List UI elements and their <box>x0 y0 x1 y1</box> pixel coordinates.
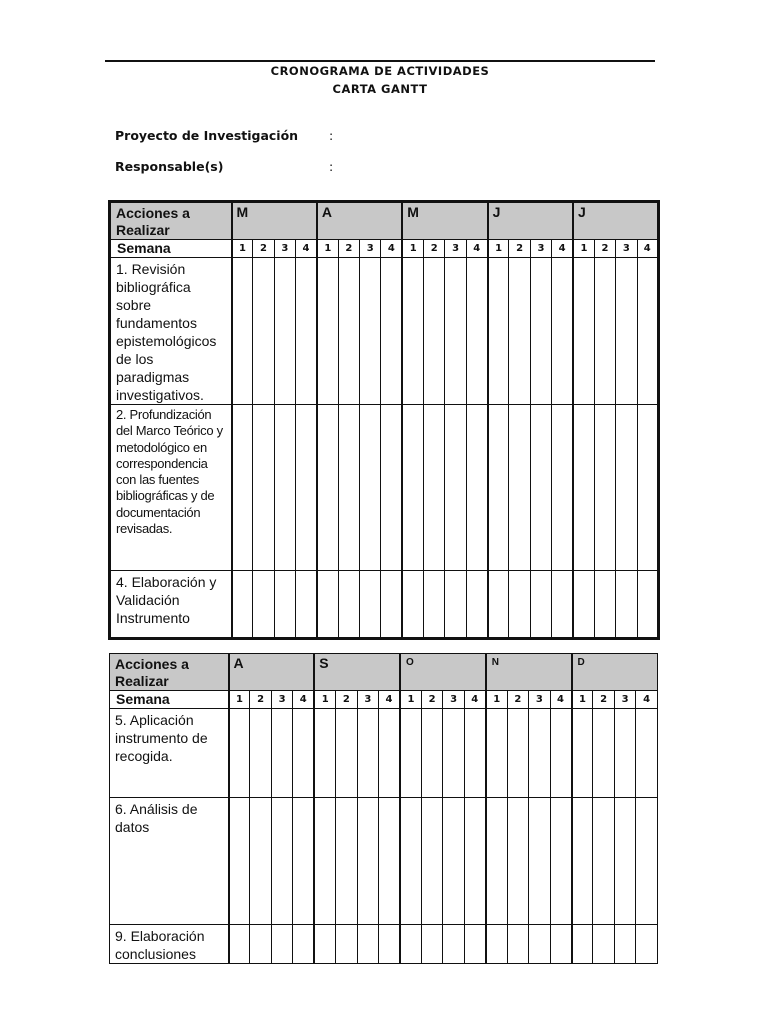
schedule-cell[interactable] <box>253 405 274 571</box>
schedule-cell[interactable] <box>636 798 658 925</box>
week-number: 2 <box>253 240 274 258</box>
week-number: 2 <box>593 691 614 709</box>
schedule-cell[interactable] <box>486 709 507 798</box>
schedule-cell[interactable] <box>464 709 485 798</box>
schedule-cell[interactable] <box>424 571 445 639</box>
week-number: 1 <box>229 691 250 709</box>
month-header: A <box>229 654 315 691</box>
schedule-cell[interactable] <box>572 709 593 798</box>
month-header: D <box>572 654 658 691</box>
month-header: J <box>573 202 659 240</box>
schedule-cell[interactable] <box>379 798 400 925</box>
schedule-cell[interactable] <box>507 798 528 925</box>
week-number: 3 <box>443 691 464 709</box>
schedule-cell[interactable] <box>552 405 573 571</box>
activity-cell: 9. Elaboración conclusiones <box>110 925 229 964</box>
schedule-cell[interactable] <box>529 709 550 798</box>
schedule-cell[interactable] <box>443 709 464 798</box>
schedule-cell[interactable] <box>336 798 357 925</box>
week-number: 4 <box>552 240 573 258</box>
activity-cell: 2. Profundización del Marco Teórico y metodológico en correspondencia con las fuentes bibliográficas y de documentación revisadas. <box>110 405 232 571</box>
schedule-cell[interactable] <box>445 571 466 639</box>
week-number: 4 <box>550 691 571 709</box>
schedule-cell[interactable] <box>400 798 421 925</box>
schedule-cell[interactable] <box>530 571 551 639</box>
schedule-cell[interactable] <box>466 258 487 405</box>
week-number: 3 <box>530 240 551 258</box>
responsible-field-colon: : <box>329 159 334 174</box>
schedule-cell[interactable] <box>464 798 485 925</box>
schedule-cell[interactable] <box>529 925 550 964</box>
week-number: 3 <box>360 240 381 258</box>
schedule-cell[interactable] <box>507 709 528 798</box>
schedule-cell[interactable] <box>488 405 509 571</box>
week-number: 2 <box>594 240 615 258</box>
schedule-cell[interactable] <box>488 571 509 639</box>
schedule-cell[interactable] <box>357 709 378 798</box>
schedule-cell[interactable] <box>317 405 338 571</box>
activity-cell: 5. Aplicación instrumento de recogida. <box>110 709 229 798</box>
week-number: 1 <box>402 240 423 258</box>
schedule-cell[interactable] <box>274 571 295 639</box>
week-number: 1 <box>317 240 338 258</box>
schedule-cell[interactable] <box>357 925 378 964</box>
schedule-cell[interactable] <box>338 258 359 405</box>
schedule-cell[interactable] <box>488 258 509 405</box>
schedule-cell[interactable] <box>232 405 253 571</box>
document-title: CRONOGRAMA DE ACTIVIDADES <box>270 64 490 78</box>
schedule-cell[interactable] <box>296 405 317 571</box>
schedule-cell[interactable] <box>250 798 271 925</box>
schedule-cell[interactable] <box>357 798 378 925</box>
week-number: 1 <box>486 691 507 709</box>
schedule-cell[interactable] <box>293 709 314 798</box>
schedule-cell[interactable] <box>271 925 292 964</box>
week-number: 1 <box>314 691 335 709</box>
gantt-table-1 <box>108 200 660 640</box>
schedule-cell[interactable] <box>274 405 295 571</box>
schedule-cell[interactable] <box>293 925 314 964</box>
week-number: 3 <box>274 240 295 258</box>
schedule-cell[interactable] <box>614 925 635 964</box>
month-header: A <box>317 202 402 240</box>
schedule-cell[interactable] <box>402 405 423 571</box>
week-number: 4 <box>464 691 485 709</box>
week-number: 4 <box>466 240 487 258</box>
schedule-cell[interactable] <box>421 925 442 964</box>
gantt-table-2 <box>109 653 658 964</box>
project-field-colon: : <box>329 128 334 143</box>
schedule-cell[interactable] <box>229 709 250 798</box>
schedule-cell[interactable] <box>271 709 292 798</box>
schedule-cell[interactable] <box>572 925 593 964</box>
schedule-cell[interactable] <box>594 571 615 639</box>
schedule-cell[interactable] <box>637 405 658 571</box>
schedule-cell[interactable] <box>424 405 445 571</box>
week-number: 3 <box>616 240 637 258</box>
schedule-cell[interactable] <box>317 571 338 639</box>
schedule-cell[interactable] <box>232 258 253 405</box>
schedule-cell[interactable] <box>381 405 402 571</box>
schedule-cell[interactable] <box>594 258 615 405</box>
schedule-cell[interactable] <box>464 925 485 964</box>
schedule-cell[interactable] <box>593 798 614 925</box>
schedule-cell[interactable] <box>360 571 381 639</box>
month-header: N <box>486 654 572 691</box>
week-number: 2 <box>424 240 445 258</box>
week-number: 4 <box>381 240 402 258</box>
schedule-cell[interactable] <box>317 258 338 405</box>
schedule-cell[interactable] <box>614 709 635 798</box>
month-header: M <box>232 202 317 240</box>
week-number: 3 <box>614 691 635 709</box>
schedule-cell[interactable] <box>529 798 550 925</box>
schedule-cell[interactable] <box>250 925 271 964</box>
schedule-cell[interactable] <box>486 798 507 925</box>
schedule-cell[interactable] <box>379 925 400 964</box>
schedule-cell[interactable] <box>314 709 335 798</box>
week-number: 3 <box>529 691 550 709</box>
schedule-cell[interactable] <box>507 925 528 964</box>
schedule-cell[interactable] <box>550 709 571 798</box>
week-number: 4 <box>636 691 658 709</box>
schedule-cell[interactable] <box>336 709 357 798</box>
activity-cell: 1. Revisión bibliográfica sobre fundamentos epistemológicos de los paradigmas investigativos. <box>110 258 232 405</box>
schedule-cell[interactable] <box>573 571 594 639</box>
week-number: 1 <box>573 240 594 258</box>
schedule-cell[interactable] <box>466 405 487 571</box>
schedule-cell[interactable] <box>400 925 421 964</box>
schedule-cell[interactable] <box>253 258 274 405</box>
schedule-cell[interactable] <box>360 405 381 571</box>
schedule-cell[interactable] <box>250 709 271 798</box>
schedule-cell[interactable] <box>445 258 466 405</box>
schedule-cell[interactable] <box>550 925 571 964</box>
schedule-cell[interactable] <box>593 925 614 964</box>
document-subtitle: CARTA GANTT <box>332 82 428 96</box>
responsible-field-label: Responsable(s) <box>115 159 224 174</box>
schedule-cell[interactable] <box>552 258 573 405</box>
schedule-cell[interactable] <box>614 798 635 925</box>
schedule-cell[interactable] <box>421 798 442 925</box>
schedule-cell[interactable] <box>445 405 466 571</box>
schedule-cell[interactable] <box>637 258 658 405</box>
week-number: 2 <box>250 691 271 709</box>
schedule-cell[interactable] <box>636 709 658 798</box>
activity-cell: 4. Elaboración y Validación Instrumento <box>110 571 232 639</box>
schedule-cell[interactable] <box>550 798 571 925</box>
schedule-cell[interactable] <box>314 798 335 925</box>
week-number: 1 <box>232 240 253 258</box>
schedule-cell[interactable] <box>466 571 487 639</box>
schedule-cell[interactable] <box>530 405 551 571</box>
schedule-cell[interactable] <box>509 405 530 571</box>
schedule-cell[interactable] <box>314 925 335 964</box>
week-label: Semana <box>110 240 232 258</box>
actions-header: Acciones a Realizar <box>110 202 232 240</box>
schedule-cell[interactable] <box>486 925 507 964</box>
week-number: 2 <box>336 691 357 709</box>
top-rule <box>105 60 655 62</box>
schedule-cell[interactable] <box>552 571 573 639</box>
month-header: S <box>314 654 400 691</box>
activity-cell: 6. Análisis de datos <box>110 798 229 925</box>
schedule-cell[interactable] <box>379 709 400 798</box>
week-number: 2 <box>507 691 528 709</box>
schedule-cell[interactable] <box>616 571 637 639</box>
week-label: Semana <box>110 691 229 709</box>
schedule-cell[interactable] <box>360 258 381 405</box>
schedule-cell[interactable] <box>443 798 464 925</box>
schedule-cell[interactable] <box>509 571 530 639</box>
schedule-cell[interactable] <box>402 258 423 405</box>
month-header: O <box>400 654 486 691</box>
schedule-cell[interactable] <box>253 571 274 639</box>
schedule-cell[interactable] <box>594 405 615 571</box>
actions-header: Acciones a Realizar <box>110 654 229 691</box>
schedule-cell[interactable] <box>229 925 250 964</box>
schedule-cell[interactable] <box>530 258 551 405</box>
schedule-cell[interactable] <box>271 798 292 925</box>
schedule-cell[interactable] <box>293 798 314 925</box>
week-number: 2 <box>509 240 530 258</box>
schedule-cell[interactable] <box>637 571 658 639</box>
week-number: 3 <box>445 240 466 258</box>
schedule-cell[interactable] <box>338 571 359 639</box>
week-number: 3 <box>357 691 378 709</box>
week-number: 1 <box>488 240 509 258</box>
week-number: 1 <box>572 691 593 709</box>
schedule-cell[interactable] <box>232 571 253 639</box>
schedule-cell[interactable] <box>424 258 445 405</box>
schedule-cell[interactable] <box>229 798 250 925</box>
schedule-cell[interactable] <box>593 709 614 798</box>
week-number: 1 <box>400 691 421 709</box>
week-number: 4 <box>379 691 400 709</box>
month-header: M <box>402 202 487 240</box>
schedule-cell[interactable] <box>402 571 423 639</box>
schedule-cell[interactable] <box>509 258 530 405</box>
schedule-cell[interactable] <box>616 258 637 405</box>
schedule-cell[interactable] <box>636 925 658 964</box>
week-number: 2 <box>421 691 442 709</box>
month-header: J <box>488 202 573 240</box>
schedule-cell[interactable] <box>573 405 594 571</box>
schedule-cell[interactable] <box>400 709 421 798</box>
schedule-cell[interactable] <box>296 258 317 405</box>
schedule-cell[interactable] <box>573 258 594 405</box>
schedule-cell[interactable] <box>336 925 357 964</box>
schedule-cell[interactable] <box>421 709 442 798</box>
week-number: 4 <box>637 240 658 258</box>
week-number: 2 <box>338 240 359 258</box>
schedule-cell[interactable] <box>296 571 317 639</box>
week-number: 4 <box>296 240 317 258</box>
schedule-cell[interactable] <box>572 798 593 925</box>
week-number: 3 <box>271 691 292 709</box>
schedule-cell[interactable] <box>616 405 637 571</box>
schedule-cell[interactable] <box>274 258 295 405</box>
week-number: 4 <box>293 691 314 709</box>
schedule-cell[interactable] <box>381 258 402 405</box>
schedule-cell[interactable] <box>338 405 359 571</box>
project-field-label: Proyecto de Investigación <box>115 128 299 143</box>
schedule-cell[interactable] <box>443 925 464 964</box>
schedule-cell[interactable] <box>381 571 402 639</box>
